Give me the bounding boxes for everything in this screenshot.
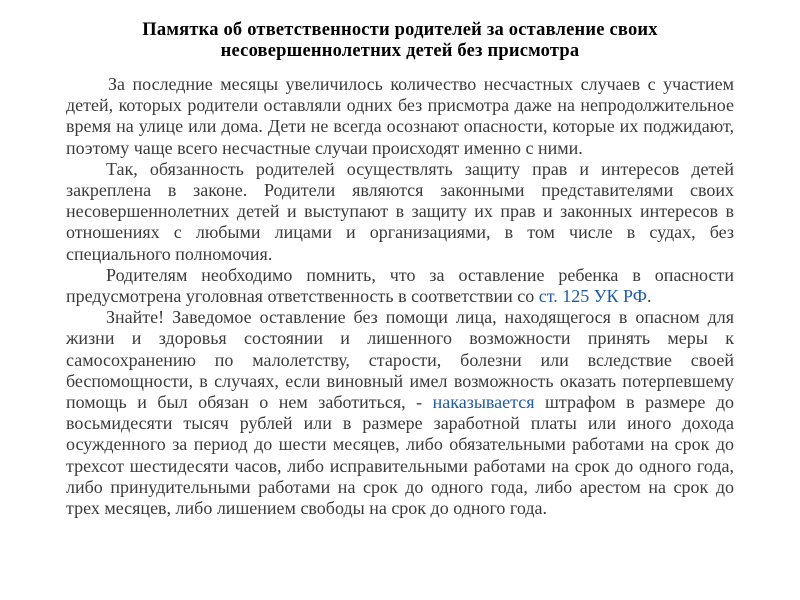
title-line-2: несовершеннолетних детей без присмотра [220,41,580,61]
paragraph-3-end: . [646,286,652,307]
paragraph-4-text: Знайте! Заведомое оставление без помощи лица, находящегося в опасном для жизни и здоровья состоянии и лишенного возможности принять меры к самосохранению по малолетству, старости, болезни или вследствие своей беспомощности, в случаях, если виновный имел возможность оказать потерпевшему помощь и был обязан о нем заботиться, - [66,307,734,413]
title-line-1: Памятка об ответственности родителей за оставление своих [142,20,658,40]
paragraph-3-text: Родителям необходимо помнить, что за оставление ребенка в опасности предусмотрена уголовная ответственность в соответствии со [66,264,734,307]
punishment-link[interactable]: наказывается [432,392,535,413]
paragraph-4 [66,307,734,519]
paragraph-1: За последние месяцы увеличилось количество несчастных случаев с участием детей, которых родители оставляли одних без присмотра даже на непродолжительное время на улице или дома. Дети не всегда осознают опасности, которые их поджидают, поэтому чаще всего несчастные случаи происходят именно с ними. [66,74,734,158]
paragraph-2: Так, обязанность родителей осуществлять защиту прав и интересов детей закреплена в законе. Родители являются законными представителями своих несовершеннолетних детей и выступают в защиту их прав и законных интересов в отношениях с любыми лицами и организациями, в том числе в судах, без специального полномочия. [66,158,734,264]
law-article-link[interactable]: ст. 125 УК РФ [538,286,647,307]
paragraph-4-end: штрафом в размере до восьмидесяти тысяч рублей или в размере заработной платы или иного дохода осужденного за период до шести месяцев, либо обязательными работами на срок до трехсот шестидесяти часов, либо исправительными работами на срок до одного года, либо принудительными работами на срок до одного года, либо арестом на срок до трех месяцев, либо лишением свободы на срок до одного года. [66,392,734,519]
paragraph-3 [66,265,734,307]
page-title [66,20,734,62]
